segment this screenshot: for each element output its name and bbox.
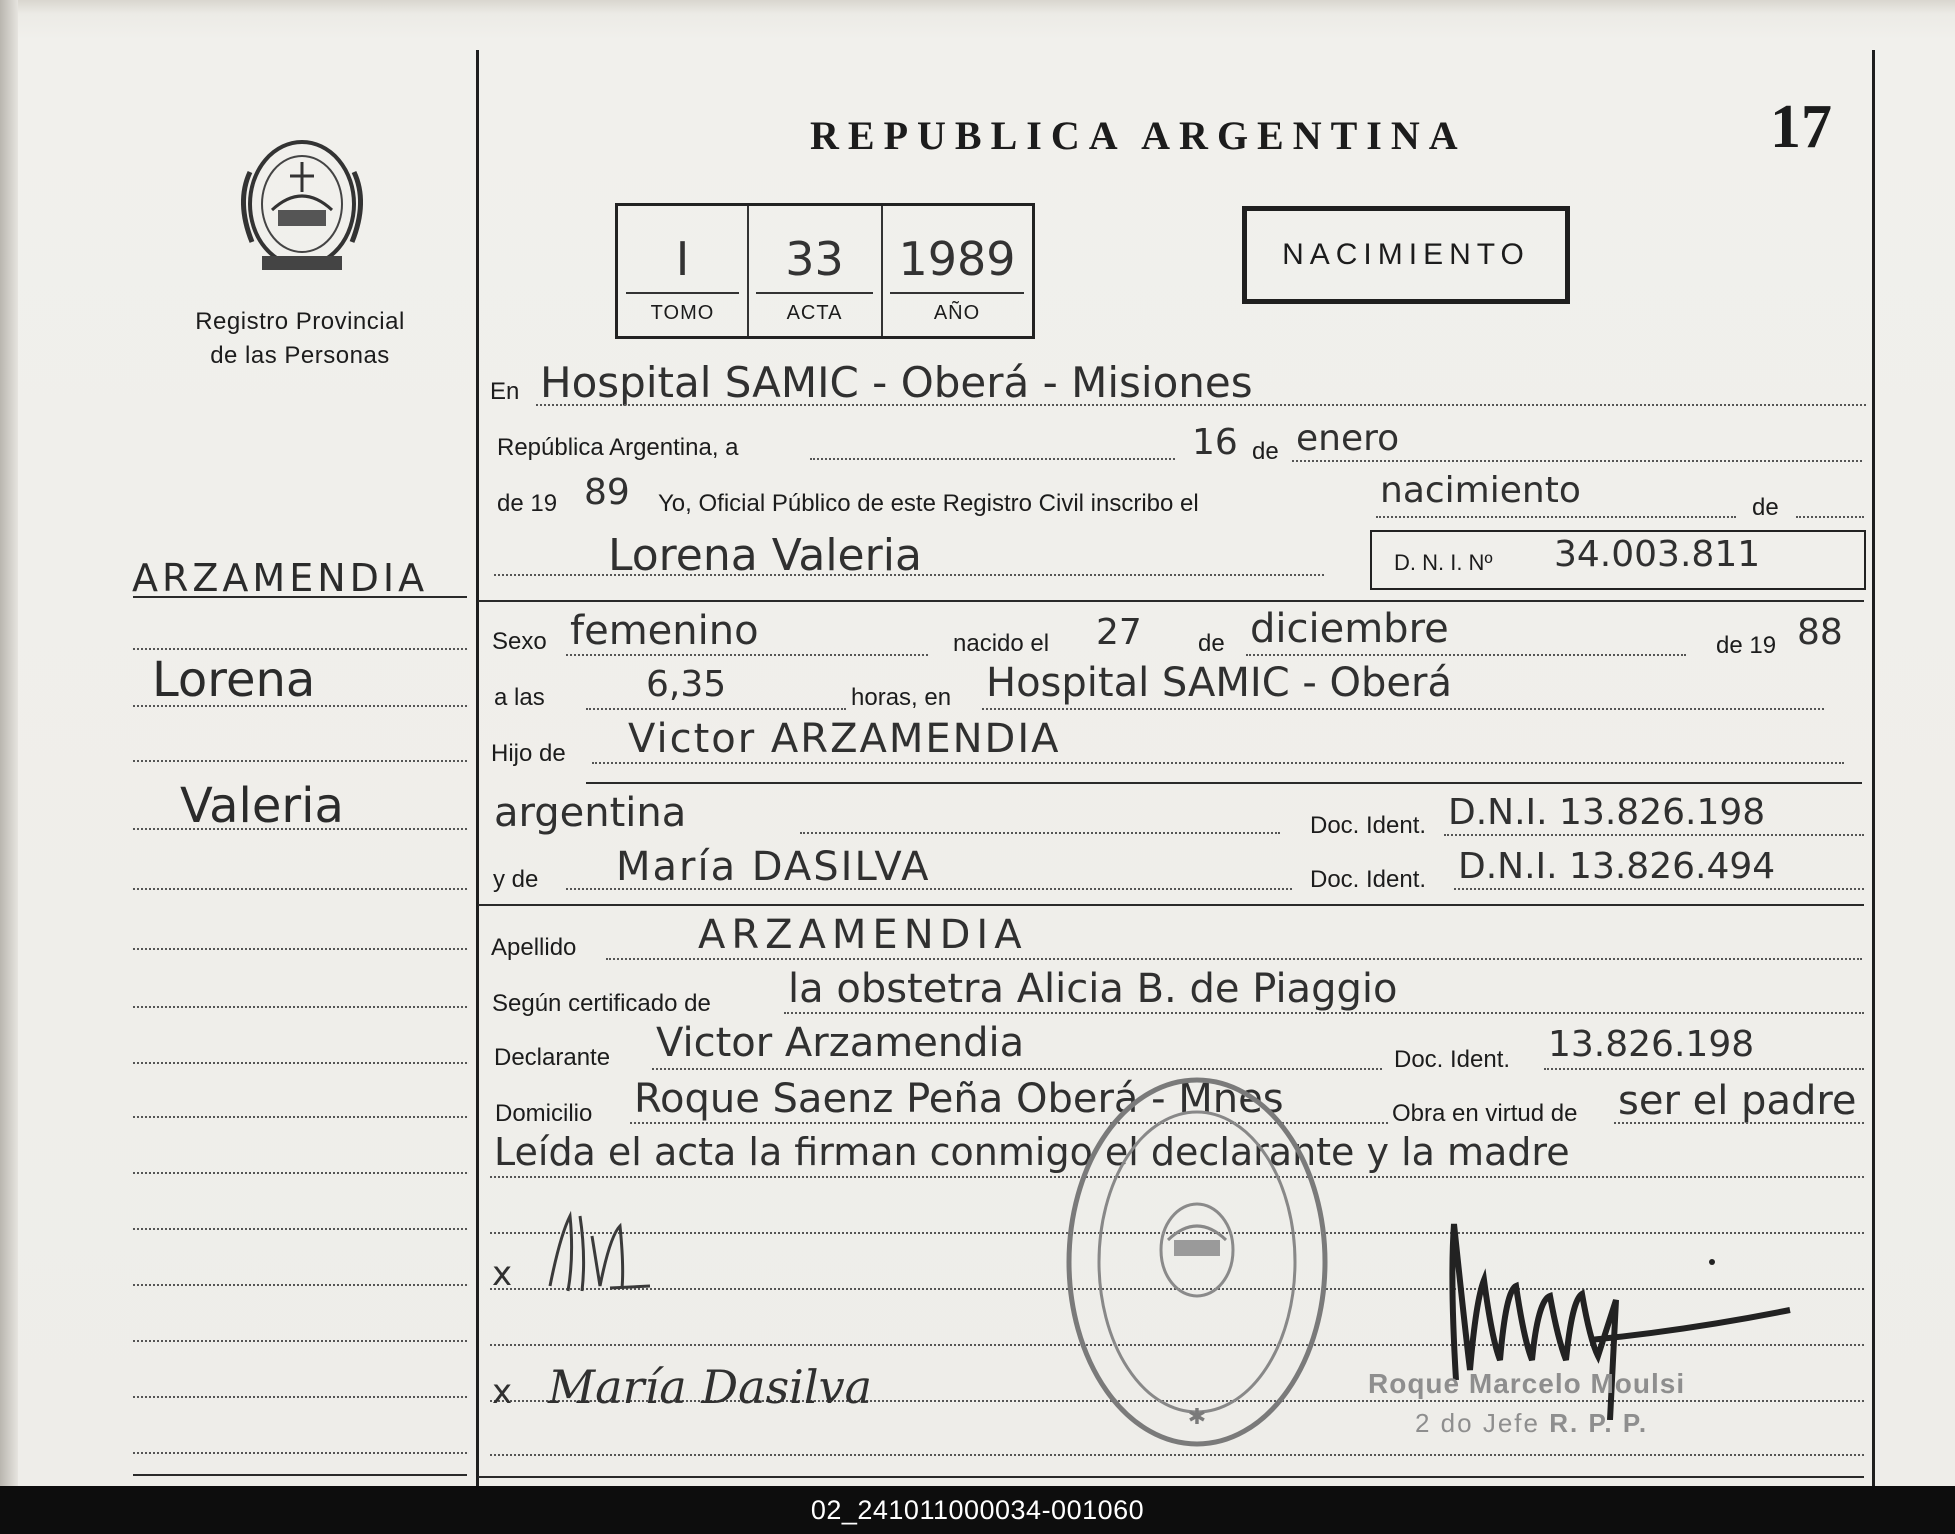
section-rule: [478, 600, 1864, 602]
tomo-label: TOMO: [650, 302, 715, 324]
birth-year-prefix: de 19: [1716, 632, 1777, 659]
place-value: Hospital SAMIC - Oberá - Misiones: [540, 358, 1253, 407]
margin-line: [133, 1062, 467, 1064]
dni-label: D. N. I. Nº: [1394, 550, 1493, 575]
margin-line: [133, 760, 467, 762]
dni-box: [1370, 530, 1866, 590]
tomo-cell: [618, 206, 749, 336]
mother-doc-label: Doc. Ident.: [1310, 866, 1427, 893]
dni-value: 34.003.811: [1554, 534, 1761, 575]
margin-line: [133, 828, 467, 830]
declarante-line: [652, 1068, 1382, 1070]
birth-year-suffix: 88: [1797, 612, 1843, 653]
registry-name-line2: de las Personas: [210, 342, 390, 369]
child-name: Lorena Valeria: [608, 530, 922, 581]
anio-cell: [882, 206, 1032, 336]
anio-label: AÑO: [933, 302, 981, 324]
obra-label: Obra en virtud de: [1392, 1100, 1578, 1127]
margin-line: [133, 705, 467, 707]
father-nationality: argentina: [494, 790, 687, 836]
margin-line: [133, 648, 467, 650]
margin-line: [133, 1172, 467, 1174]
official-stamp: [1062, 1072, 1332, 1452]
act-kind: nacimiento: [1380, 470, 1581, 511]
provincial-seal-logo: [232, 132, 372, 282]
declarante-doc: 13.826.198: [1548, 1024, 1755, 1065]
margin-line: [133, 888, 467, 890]
margin-second-name: Valeria: [180, 778, 344, 834]
registry-name: [150, 305, 450, 373]
domicilio-label: Domicilio: [495, 1100, 593, 1127]
certificado-line: [784, 1012, 1864, 1014]
mother-doc: D.N.I. 13.826.494: [1458, 846, 1776, 887]
margin-line: [133, 1228, 467, 1230]
birth-time: 6,35: [646, 664, 727, 705]
declarante-value: Victor Arzamendia: [656, 1020, 1025, 1066]
birth-time-line: [586, 708, 846, 710]
de-label-3: de: [1198, 630, 1225, 657]
official-title-block: [1415, 1408, 1648, 1439]
birth-place: Hospital SAMIC - Oberá: [986, 660, 1452, 706]
father-doc-line: [1444, 834, 1864, 836]
tomo-underline: [626, 292, 739, 294]
father-name: Victor ARZAMENDIA: [628, 716, 1061, 762]
official-org: R. P. P.: [1549, 1408, 1649, 1438]
de-line: [1796, 516, 1864, 518]
folio-number: 17: [1770, 93, 1832, 161]
acta-label: ACTA: [786, 302, 843, 324]
alas-label: a las: [494, 684, 545, 711]
margin-line: [133, 1284, 467, 1286]
apellido-label: Apellido: [491, 934, 577, 961]
en-label: En: [490, 378, 520, 405]
domicilio-value: Roque Saenz Peña Oberá - Mnes: [634, 1076, 1284, 1122]
page-edge-shadow: [0, 0, 18, 1486]
acta-value: 33: [785, 232, 844, 286]
hijo-label: Hijo de: [491, 740, 566, 767]
anio-underline: [890, 292, 1024, 294]
obra-value: ser el padre: [1618, 1078, 1857, 1124]
registration-box: [615, 203, 1035, 339]
declarant-signature: [540, 1196, 660, 1306]
de-label-2: de: [1752, 494, 1779, 521]
acta-underline: [756, 292, 873, 294]
mother-doc-line: [1454, 888, 1864, 890]
column-divider-left: [476, 50, 479, 1486]
form-line: [490, 1454, 1864, 1456]
registry-name-line1: Registro Provincial: [195, 308, 405, 335]
document-title: REPUBLICA ARGENTINA: [810, 113, 1467, 158]
mother-name: María DASILVA: [616, 844, 931, 890]
nationality-line: [800, 832, 1280, 834]
signature1-prefix: x: [492, 1254, 513, 1294]
registration-month: enero: [1296, 418, 1400, 459]
sexo-line: [566, 654, 928, 656]
section-rule: [478, 904, 1864, 906]
section-rule: [586, 782, 1862, 784]
birth-month: diciembre: [1250, 606, 1449, 652]
month-line: [1292, 460, 1862, 462]
republica-label: República Argentina, a: [497, 434, 739, 461]
certificado-value: la obstetra Alicia B. de Piaggio: [788, 966, 1398, 1012]
margin-line: [133, 1452, 467, 1454]
section-rule: [478, 1476, 1864, 1478]
file-id: 02_241011000034-001060: [810, 1495, 1145, 1525]
nacido-label: nacido el: [953, 630, 1050, 657]
anio-value: 1989: [898, 232, 1016, 286]
record-type-box: NACIMIENTO: [1242, 206, 1570, 304]
obra-line: [1614, 1122, 1864, 1124]
svg-text:✱: ✱: [1187, 1405, 1207, 1430]
apellido-line: [606, 958, 1862, 960]
place-line: [536, 404, 1866, 406]
year-prefix: de 19: [497, 490, 558, 517]
mother-signature: María Dasilva: [548, 1360, 873, 1414]
sexo-value: femenino: [570, 608, 759, 654]
act-kind-line: [1376, 516, 1736, 518]
declarante-doc-line: [1544, 1068, 1864, 1070]
yde-label: y de: [493, 866, 539, 893]
margin-line: [133, 1474, 467, 1476]
birth-day: 27: [1096, 612, 1142, 653]
margin-first-name: Lorena: [152, 652, 316, 708]
child-name-line: [494, 574, 1324, 576]
official-title: 2 do Jefe: [1415, 1408, 1540, 1438]
republica-line: [810, 458, 1175, 460]
margin-line: [133, 596, 467, 598]
tomo-value: I: [675, 232, 690, 286]
margin-surname: ARZAMENDIA: [132, 556, 429, 600]
horas-label: horas, en: [851, 684, 952, 711]
de-label: de: [1252, 438, 1279, 465]
margin-line: [133, 1396, 467, 1398]
margin-line: [133, 1006, 467, 1008]
column-divider-right: [1872, 50, 1875, 1486]
year-suffix: 89: [584, 472, 630, 513]
official-name: Roque Marcelo Moulsi: [1368, 1368, 1686, 1399]
father-doc: D.N.I. 13.826.198: [1448, 792, 1766, 833]
declarante-doc-label: Doc. Ident.: [1394, 1046, 1511, 1073]
declarante-label: Declarante: [494, 1044, 611, 1071]
certificado-label: Según certificado de: [492, 990, 711, 1017]
registration-day: 16: [1192, 422, 1238, 463]
oficial-text: Yo, Oficial Público de este Registro Civil inscribo el: [658, 490, 1199, 517]
acta-cell: [748, 206, 883, 336]
margin-line: [133, 948, 467, 950]
mother-line: [566, 888, 1292, 890]
birth-month-line: [1246, 654, 1686, 656]
father-line: [592, 762, 1844, 764]
father-doc-label: Doc. Ident.: [1310, 812, 1427, 839]
apellido-value: ARZAMENDIA: [698, 912, 1028, 958]
margin-line: [133, 1340, 467, 1342]
birth-place-line: [982, 708, 1824, 710]
signature2-prefix: x: [492, 1372, 513, 1412]
leida-text: Leída el acta la firman conmigo el declarante y la madre: [494, 1130, 1570, 1174]
margin-line: [133, 1116, 467, 1118]
sexo-label: Sexo: [492, 628, 547, 655]
